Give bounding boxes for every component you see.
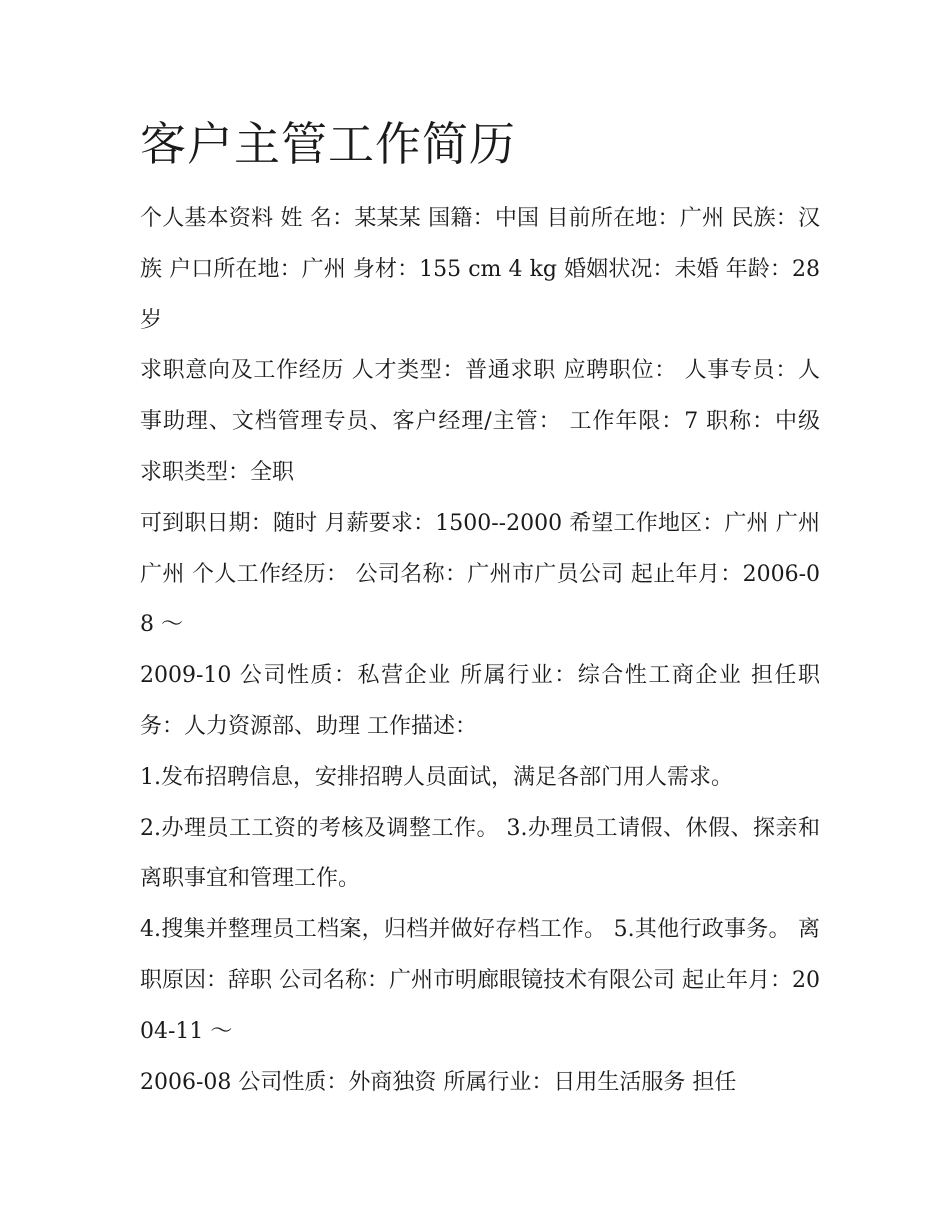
paragraph-company-nature-1: 2009-10 公司性质：私营企业 所属行业：综合性工商企业 担任职务：人力资源部、助理 工作描述： (140, 663, 820, 739)
paragraph-duty-2-3: 2.办理员工工资的考核及调整工作。 3.办理员工请假、休假、探亲和离职事宜和管理工作。 (140, 815, 820, 892)
paragraph-personal-info: 个人基本资料 姓 名：某某某 国籍：中国 目前所在地：广州 民族：汉族 户口所在地：广州 身材：155 cm 4 kg 婚姻状况：未婚 年龄：28 岁 (140, 206, 820, 333)
paragraph-duty-1: 1.发布招聘信息，安排招聘人员面试，满足各部门用人需求。 (140, 764, 733, 790)
document-title: 客户主管工作简历 (140, 117, 516, 171)
paragraph-availability: 可到职日期：随时 月薪要求：1500--2000 希望工作地区：广州 广州 广州 个人工作经历： 公司名称：广州市广员公司 起止年月：2006-08 ～ (140, 510, 820, 638)
paragraph-duty-4-5: 4.搜集并整理员工档案，归档并做好存档工作。 5.其他行政事务。 离职原因：辞职 公司名称：广州市明廊眼镜技术有限公司 起止年月：2004-11 ～ (140, 917, 820, 1044)
document-body (140, 112, 820, 1108)
paragraph-job-intention: 求职意向及工作经历 人才类型：普通求职 应聘职位： 人事专员：人事助理、文档管理专员、客户经理/主管： 工作年限：7 职称：中级 求职类型：全职 (140, 358, 820, 485)
paragraph-company-nature-2: 2006-08 公司性质：外商独资 所属行业：日用生活服务 担任 (140, 1069, 737, 1095)
